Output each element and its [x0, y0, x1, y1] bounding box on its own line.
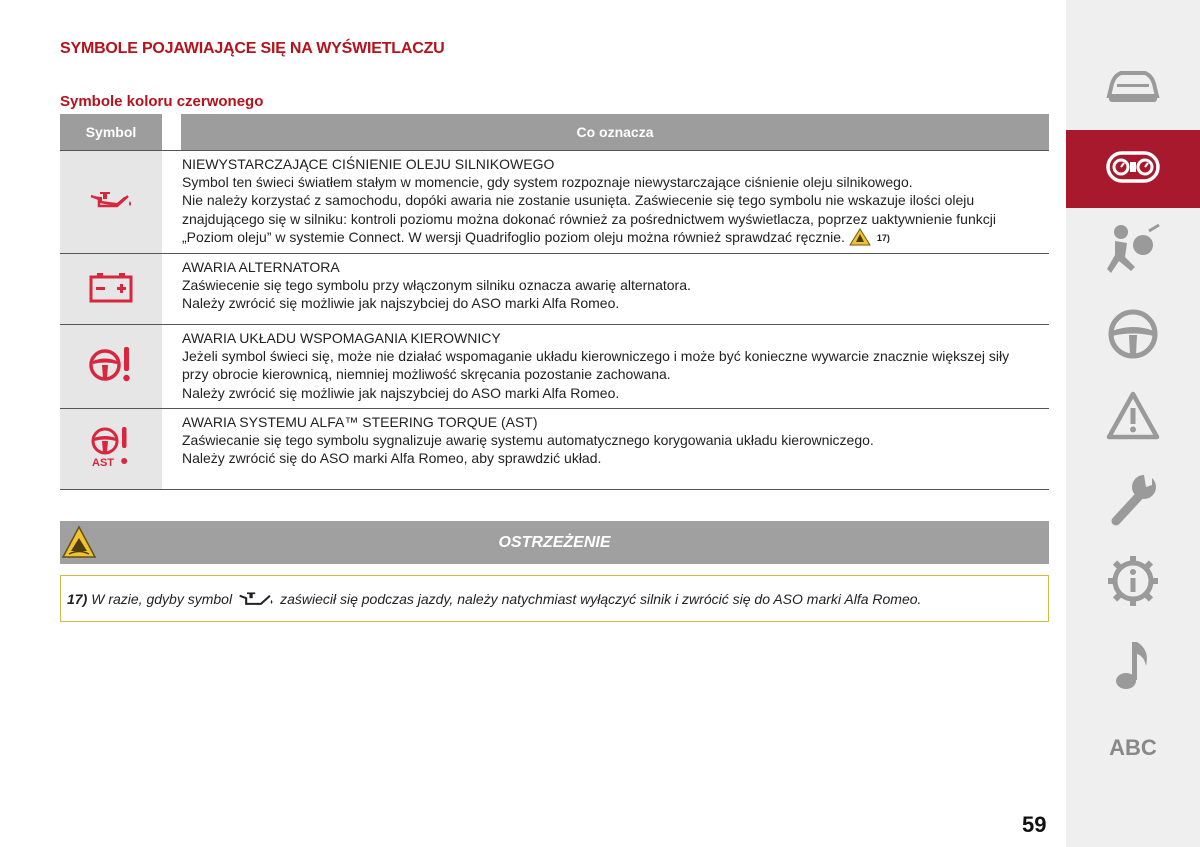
sidebar-item-multimedia[interactable]	[1066, 636, 1200, 696]
row-text	[182, 191, 1039, 250]
warning-title: OSTRZEŻENIE	[498, 533, 611, 551]
page-title: SYMBOLE POJAWIAJĄCE SIĘ NA WYŚWIETLACZU	[60, 40, 445, 57]
sidebar-item-index[interactable]	[1066, 726, 1200, 770]
row-text: Symbol ten świeci światłem stałym w momencie, gdy system rozpoznaje niewystarczające ciśnienie oleju silnikowego.	[182, 174, 913, 191]
sidebar-item-warnings[interactable]	[1066, 388, 1200, 448]
sidebar-item-dashboard[interactable]	[1066, 130, 1200, 208]
sidebar-item-safety[interactable]	[1066, 222, 1200, 282]
symbol-cell	[60, 325, 162, 408]
row-text: Zaświecenie się tego symbolu przy włączonym silniku oznacza awarię alternatora.	[182, 277, 691, 294]
table-row	[60, 151, 1049, 254]
sidebar-item-technical-data[interactable]	[1066, 552, 1200, 614]
note-reference[interactable]: 17)	[876, 232, 890, 243]
row-text: Należy zwrócić się możliwie jak najszybciej do ASO marki Alfa Romeo.	[182, 384, 620, 401]
row-description	[182, 329, 1039, 402]
power-steering-icon	[88, 343, 134, 390]
row-text: Należy zwrócić się możliwie jak najszybciej do ASO marki Alfa Romeo.	[182, 295, 620, 312]
wrench-icon	[1106, 471, 1160, 532]
row-description	[182, 155, 1039, 250]
row-text: Jeżeli symbol świeci się, może nie działać wspomaganie układu kierowniczego i może być konieczne wywarcie znacznie większej siły przy obrocie kierownicą, niemniej możliwość skręcania pozostanie zachowana.	[182, 348, 1010, 383]
table-row	[60, 409, 1049, 490]
row-description	[182, 413, 1039, 468]
warning-note-icon	[849, 228, 871, 250]
note-text-before: W razie, gdyby symbol	[91, 590, 233, 607]
sidebar-item-driving[interactable]	[1066, 306, 1200, 366]
sidebar-item-maintenance[interactable]	[1066, 470, 1200, 532]
row-text: Należy zwrócić się do ASO marki Alfa Romeo, aby sprawdzić układ.	[182, 450, 602, 467]
sidebar-item-car[interactable]	[1066, 60, 1200, 116]
symbol-cell	[60, 151, 162, 253]
row-heading: AWARIA UKŁADU WSPOMAGANIA KIEROWNICY	[182, 330, 501, 346]
warning-triangle-icon	[1106, 391, 1160, 446]
dashboard-icon	[1105, 147, 1161, 192]
table-row	[60, 325, 1049, 409]
warning-note-text	[67, 576, 921, 621]
page-number: 59	[1022, 812, 1047, 837]
chapter-sidebar	[1066, 0, 1200, 847]
table-header	[60, 114, 1049, 150]
music-note-icon	[1110, 636, 1156, 697]
airbag-icon	[1105, 223, 1161, 282]
car-icon	[1105, 66, 1161, 111]
row-text-line: Nie należy korzystać z samochodu, dopóki awaria nie zostanie usunięta. Zaświecenie się tego symbolu nie wskazuje ilości oleju znajdującego się w silniku: kontroli poziomu można dokonać również za pośrednictwem wyświetlacza, poprzez uaktywnienie funkcji „Poziom oleju” w systemie Connect. W wersji Quadrifoglio poziom oleju można również sprawdzać ręcznie.	[182, 192, 996, 245]
column-header-meaning: Co oznacza	[181, 114, 1049, 150]
row-heading: AWARIA SYSTEMU ALFA™ STEERING TORQUE (AST)	[182, 414, 538, 430]
row-heading: AWARIA ALTERNATORA	[182, 259, 340, 275]
index-abc-label: ABC	[1109, 735, 1157, 760]
note-text-after: zaświecił się podczas jazdy, należy natychmiast wyłączyć silnik i zwrócić się do ASO marki Alfa Romeo.	[280, 590, 922, 607]
note-number: 17)	[67, 590, 88, 607]
symbol-cell	[60, 409, 162, 489]
column-header-symbol: Symbol	[60, 114, 162, 150]
oil-pressure-icon	[236, 590, 276, 608]
warning-note	[60, 575, 1049, 622]
warning-bar	[60, 521, 1049, 564]
table-row	[60, 254, 1049, 325]
row-text: Zaświecanie się tego symbolu sygnalizuje awarię systemu automatycznego korygowania układu kierowniczego.	[182, 432, 874, 449]
row-heading: NIEWYSTARCZAJĄCE CIŚNIENIE OLEJU SILNIKOWEGO	[182, 156, 555, 172]
section-subtitle: Symbole koloru czerwonego	[60, 93, 264, 110]
row-description	[182, 258, 1039, 313]
svg-text:AST: AST	[92, 456, 114, 469]
ast-steering-icon	[88, 424, 134, 475]
battery-alternator-icon	[88, 271, 134, 308]
oil-pressure-icon	[88, 189, 134, 216]
info-gear-icon	[1105, 553, 1161, 614]
symbol-cell	[60, 254, 162, 324]
steering-wheel-icon	[1106, 307, 1160, 366]
